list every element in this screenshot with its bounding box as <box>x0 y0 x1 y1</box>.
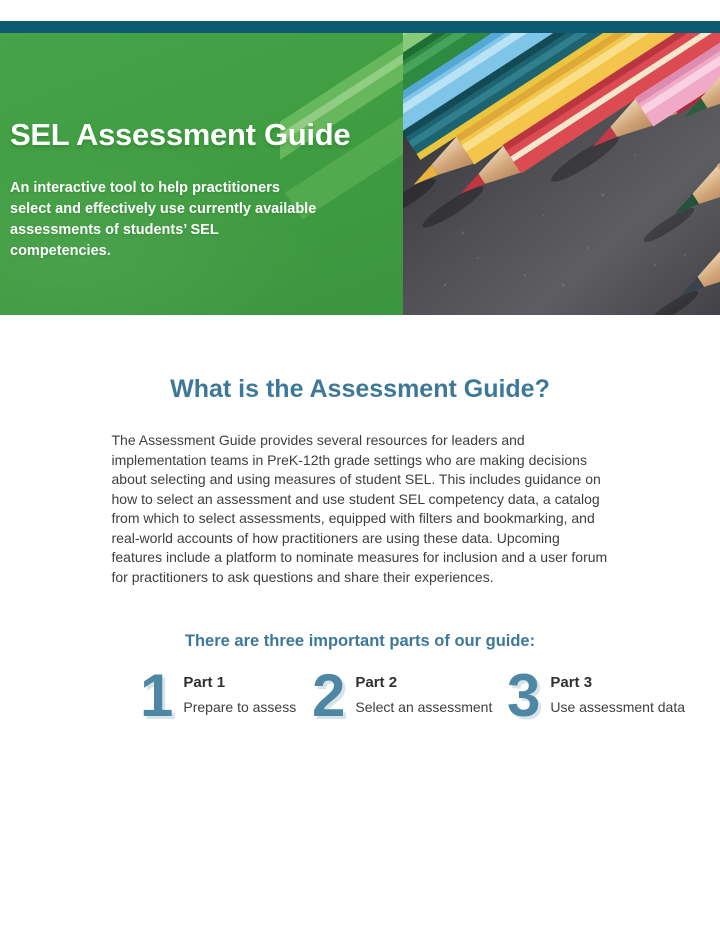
parts-row <box>0 662 720 729</box>
colored-pencils-image <box>403 33 720 315</box>
main-content <box>0 315 720 729</box>
part-2-number: 2 <box>312 662 346 729</box>
pencil-accent-shapes <box>280 33 403 315</box>
part-item-1 <box>140 662 312 729</box>
part-item-2 <box>312 662 507 729</box>
part-2-label: Part 2 <box>355 674 398 691</box>
part-3-label: Part 3 <box>550 674 593 691</box>
section-heading: What is the Assessment Guide? <box>170 375 550 403</box>
hero-green-panel <box>0 33 403 315</box>
top-accent-bar <box>0 21 720 33</box>
part-item-3 <box>507 662 685 729</box>
page-title: SEL Assessment Guide <box>10 117 351 152</box>
part-2-description: Select an assessment <box>355 699 493 715</box>
part-1-number: 1 <box>140 662 174 729</box>
hero-subtitle: An interactive tool to help practitioners select and effectively use currently available assessments of students’ SEL competencies. <box>10 180 317 259</box>
parts-heading: There are three important parts of our guide: <box>184 632 536 650</box>
hero-banner <box>0 33 720 315</box>
part-1-label: Part 1 <box>183 674 226 691</box>
intro-paragraph: The Assessment Guide provides several resources for leaders and implementation teams in PreK-12th grade settings who are making decisions about selecting and using measures of student SEL. This includes guidance on how to select an assessment and use student SEL competency data, a catalog from which to select assessments, equipped with filters and bookmarking, and real-world accounts of how practitioners are using these data. Upcoming features include a platform to nominate measures for inclusion and a user forum for practitioners to ask questions and share their experiences. <box>111 432 608 585</box>
part-1-description: Prepare to assess <box>183 699 297 715</box>
part-3-description: Use assessment data <box>550 699 685 715</box>
part-3-number: 3 <box>507 662 541 729</box>
